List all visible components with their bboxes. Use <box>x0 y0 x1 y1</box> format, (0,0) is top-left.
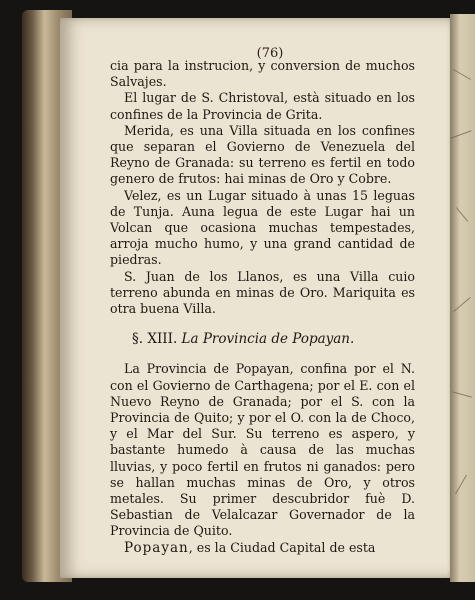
section-title: La Provincia de Popayan. <box>181 331 355 348</box>
capital-city-name: Popayan <box>124 539 189 556</box>
section-heading <box>110 331 415 347</box>
paragraph-san-cristoval: El lugar de S. Christoval, està situado en los confines de la Provincia de Grita. <box>110 90 415 122</box>
paragraph-san-juan: S. Juan de los Llanos, es una Villa cuio terreno abunda en minas de Oro. Mariquita es otra buena Villa. <box>110 268 415 317</box>
section-number: §. XIII. <box>132 331 178 348</box>
paragraph-velez: Velez, es un Lugar situado à unas 15 leguas de Tunja. Auna legua de este Lugar hai un Volcan que ocasiona muchas tempestades, arroja mucho humo, y una grand cantidad de piedras. <box>110 187 415 268</box>
paragraph-merida: Merida, es una Villa situada en los confines que separan el Govierno de Venezuela del Reyno de Granada: su terreno es fertil en todo genero de frutos: hai minas de Oro y Cobre. <box>110 122 415 187</box>
page-text <box>110 44 415 556</box>
last-line-rest: , es la Ciudad Capital de esta <box>188 539 376 555</box>
page-number: (76) <box>256 46 284 61</box>
paragraph-intro: cia para la instrucion, y conversion de muchos Salvajes. <box>110 58 415 90</box>
facing-map-page <box>450 14 475 582</box>
last-line <box>110 540 415 556</box>
paragraph-popayan: La Provincia de Popayan, confina por el N. con el Govierno de Carthagena; por el E. con el Nuevo Reyno de Granada; por el S. con la Provincia de Quito; y por el O. con la de Choco, y el Mar del Sur. Su terreno es aspero, y bastante humedo à causa de las muchas lluvias, y poco fertil en frutos ni ganados: pero se hallan muchas minas de Oro, y otros metales. Su primer descubridor fuè D. Sebastian de Velalcazar Governador de la Provincia de Quito. <box>110 361 415 539</box>
